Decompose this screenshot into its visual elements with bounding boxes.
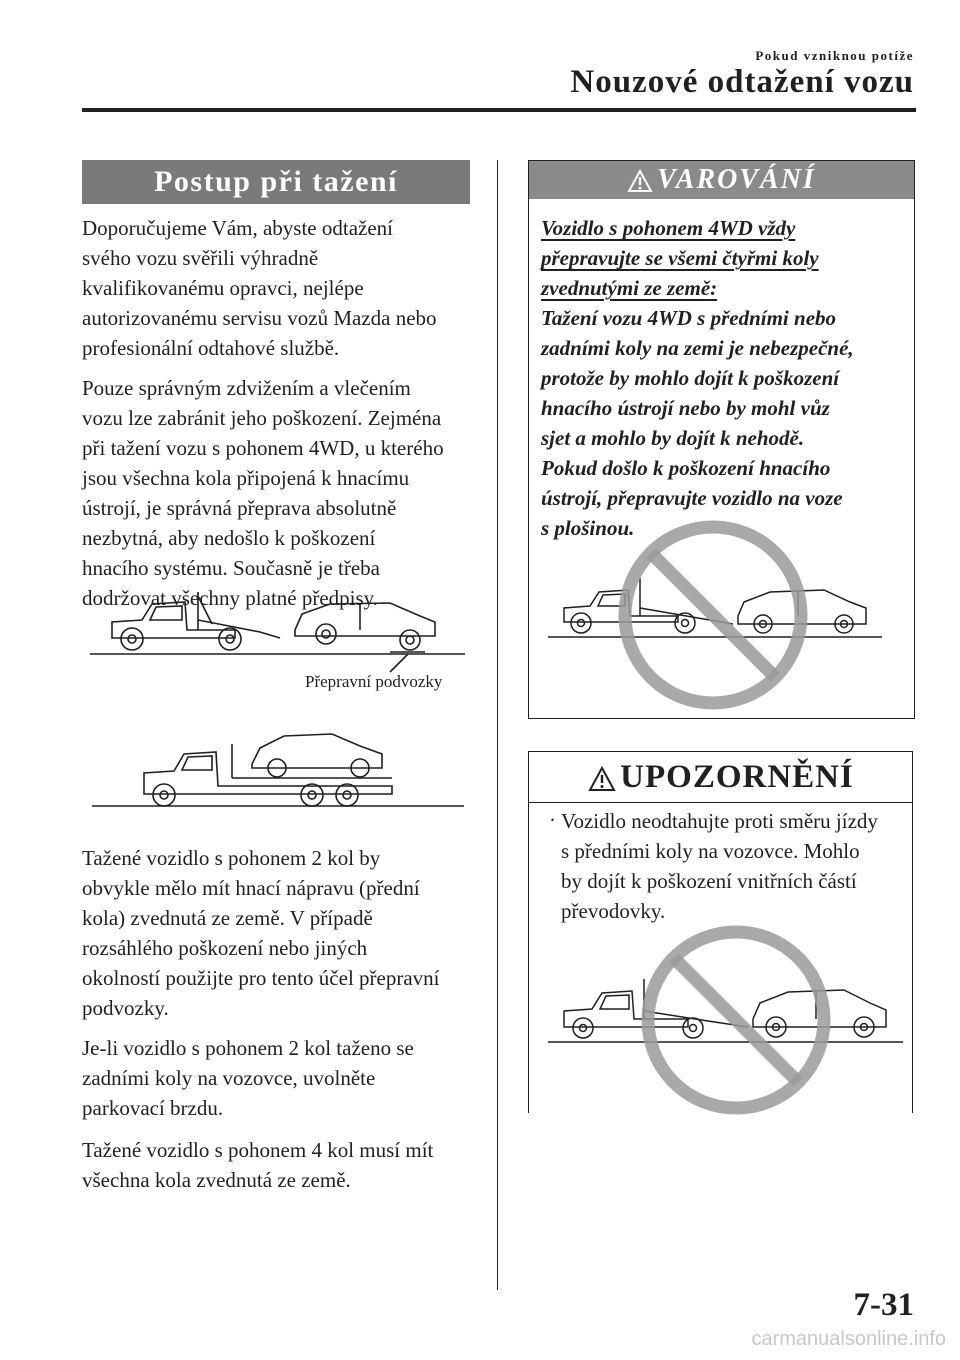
caution-header-rule [528,802,913,803]
caution-box-left [528,751,529,1113]
flatbed-truck-illustration [92,728,467,813]
paragraph-4wd: Tažené vozidlo s pohonem 4 kol musí mít všechna kola zvednutá ze země. [82,1138,434,1192]
caution-title: UPOZORNĚNÍ [620,759,854,795]
warning-body-text: Tažení vozu 4WD s předními nebo zadními koly na zemi je nebezpečné, protože by mohlo dojít k poškození hnacího ústrojí nebo by mohl vůz sjet a mohlo by dojít k nehodě. Pokud došlo k poškození hnacího ústrojí, přepravujte vozidlo na voze s plošinou. [541,306,854,540]
column-divider [497,160,498,1290]
illustration-caption: Přepravní podvozky [305,672,443,691]
prohibited-towing-4wd-illustration [548,520,888,710]
warning-lead-text: Vozidlo s pohonem 4WD vždy přepravujte se všemi čtyřmi koly zvednutými ze země: [541,216,819,300]
watermark: carmanualsonline.info [751,1328,946,1350]
caution-header [529,752,913,802]
warning-title: VAROVÁNÍ [657,164,816,195]
header-rule [82,108,916,112]
prohibited-reverse-towing-illustration [548,915,908,1105]
running-header-title: Nouzové odtažení vozu [570,64,914,100]
paragraph-proper-lifting: Pouze správným zdvižením a vlečením vozu lze zabránit jeho poškození. Zejména při tažení vozu s pohonem 4WD, u kterého jsou všechna kola připojená k hnacímu ústrojí, je správná přeprava absolutně nezbytná, aby nedošlo k poškození hnacího systému. Současně je třeba dodržovat všechny platné předpisy. [82,376,444,610]
section-heading: Postup při tažení [82,160,470,204]
caution-bullet: · [549,808,556,832]
caution-triangle-icon [588,766,616,792]
paragraph-2wd-rear: Je-li vozidlo s pohonem 2 kol taženo se zadními koly na vozovce, uvolněte parkovací brzdu. [82,1036,414,1120]
warning-header [529,161,914,199]
running-header-section: Pokud vzniknou potíže [755,48,914,63]
caution-box-right [912,751,913,1113]
paragraph-2wd-front: Tažené vozidlo s pohonem 2 kol by obvykle mělo mít hnací nápravu (přední kola) zvednutá ze země. V případě rozsáhlého poškození nebo jiných okolností použijte pro tento účel přepravní podvozky. [82,846,440,1020]
paragraph-recommendation: Doporučujeme Vám, abyste odtažení svého vozu svěřili výhradně kvalifikovanému opravci, nejlépe autorizovanému servisu vozů Mazda nebo profesionální odtahové službě. [82,216,437,360]
warning-triangle-icon [627,169,653,193]
page-number: 7-31 [853,1287,914,1323]
caution-text: Vozidlo neodtahujte proti směru jízdy s předními koly na vozovce. Mohlo by dojít k poškození vnitřních částí převodovky. [561,809,878,923]
tow-truck-dollies-illustration [90,590,470,670]
